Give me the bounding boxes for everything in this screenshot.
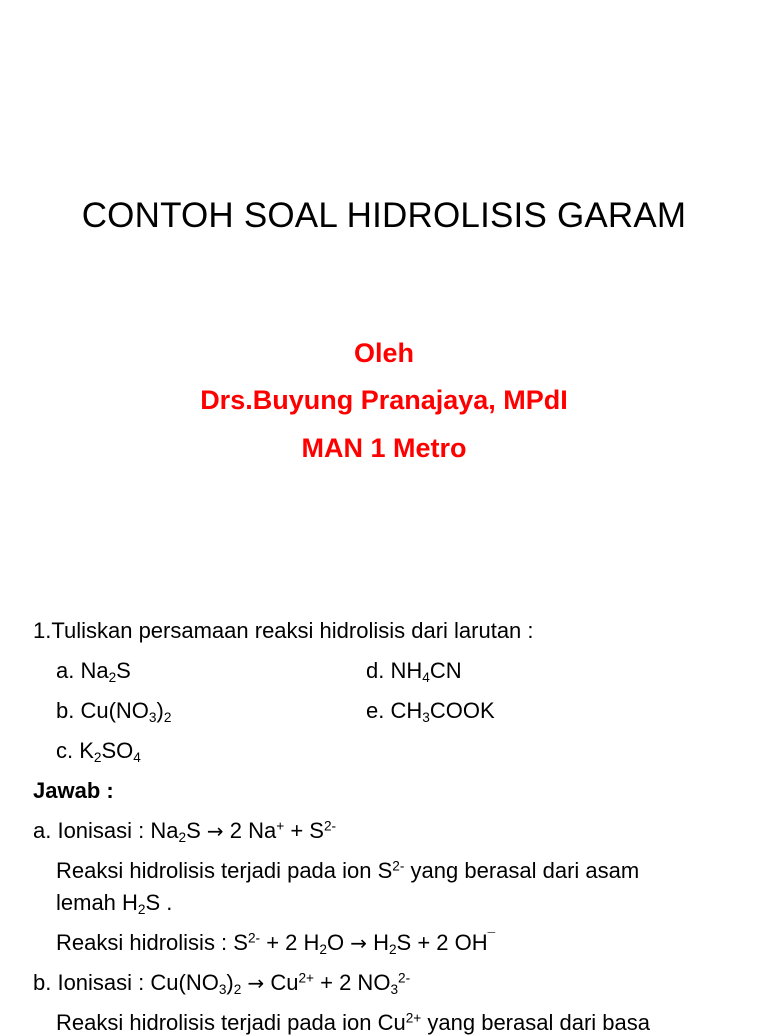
answer-a-reaction: Reaksi hidrolisis : $S^{2-} + 2$ $H_2O \to H_2S + 2$ OH¯: [56, 930, 496, 958]
option-a: a. $Na_2S$: [56, 658, 131, 686]
answer-b-hydrolysis-note: Reaksi hidrolisis terjadi pada ion $Cu^{2+}$ yang berasal dari basa: [56, 1010, 650, 1035]
slide-title: CONTOH SOAL HIDROLISIS GARAM: [81, 196, 687, 235]
school-name: MAN 1 Metro: [301, 433, 467, 463]
answer-label: Jawab :: [33, 778, 114, 803]
content-slide: [0, 576, 768, 1035]
answer-b-ionization: b. Ionisasi : $Cu(NO_3)_2 \to Cu^{2+} + 2$ $NO_3^{2-}$: [33, 970, 411, 998]
option-e: e. $CH_3COOK$: [366, 698, 495, 726]
arrow-icon: →: [247, 971, 265, 995]
arrow-icon: →: [206, 819, 224, 843]
option-d: d. $NH_4CN$: [366, 658, 462, 686]
option-b: b. $Cu(NO_3)_2$: [56, 698, 172, 726]
arrow-icon: →: [350, 931, 367, 955]
by-label: Oleh: [353, 338, 414, 368]
answer-a-hydrolysis-note-cont: lemah $H_2S$ .: [56, 890, 173, 918]
question-text: 1.Tuliskan persamaan reaksi hidrolisis dari larutan :: [33, 618, 534, 643]
answer-a-hydrolysis-note: Reaksi hidrolisis terjadi pada ion $S^{2-}$ yang berasal dari asam: [56, 858, 640, 883]
option-c: c. $K_2SO_4$: [56, 738, 141, 766]
answer-a-ionization: a. Ionisasi : $Na_2S \to 2$ $Na^+ + S^{2-}$: [33, 818, 337, 846]
author-name: Drs.Buyung Pranajaya, MPdI: [200, 385, 568, 415]
